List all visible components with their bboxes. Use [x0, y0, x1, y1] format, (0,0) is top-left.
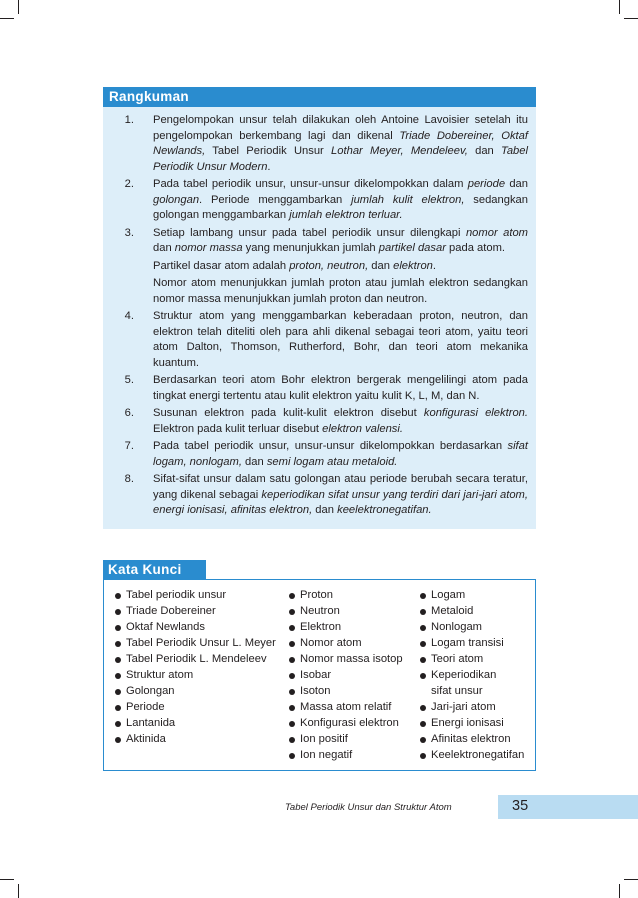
rangkuman-item — [118, 113, 528, 175]
italic-term: periode — [467, 178, 506, 190]
bullet-icon — [289, 721, 295, 727]
bullet-icon — [420, 721, 426, 727]
keyword-item — [420, 699, 524, 715]
crop-mark-bottom-left-h — [0, 879, 14, 880]
keyword-text: Tabel Periodik Unsur L. Meyer — [126, 637, 276, 649]
italic-term: Triade Dobereiner, Oktaf Newlands, — [153, 129, 528, 157]
bullet-icon — [115, 657, 121, 663]
rangkuman-item-text — [153, 472, 528, 519]
keyword-item — [420, 731, 524, 747]
bullet-icon — [115, 625, 121, 631]
keyword-item — [289, 683, 403, 699]
text-segment: Pada tabel periodik unsur, unsur-unsur dikelompokkan dalam — [153, 178, 468, 190]
rangkuman-item-text — [153, 406, 528, 437]
keyword-text: Isobar — [300, 669, 332, 681]
text-segment: yang menunjukkan jumlah — [242, 242, 379, 254]
bullet-icon — [289, 625, 295, 631]
bullet-icon — [115, 737, 121, 743]
bullet-icon — [420, 609, 426, 615]
rangkuman-item-text — [153, 439, 528, 470]
keyword-item — [420, 619, 524, 635]
keyword-item — [115, 699, 276, 715]
keyword-text: Ion positif — [300, 733, 348, 745]
kata-kunci-column-1 — [115, 587, 276, 747]
text-segment: dan — [467, 145, 502, 157]
keyword-text: Elektron — [300, 621, 342, 633]
bullet-icon — [420, 593, 426, 599]
text-segment: . — [267, 160, 271, 173]
kata-kunci-title: Kata Kunci — [108, 562, 182, 577]
bullet-icon — [115, 641, 121, 647]
bullet-icon — [289, 753, 295, 759]
keyword-text: Afinitas elektron — [431, 733, 511, 745]
kata-kunci-column-3 — [420, 587, 524, 763]
rangkuman-item-text — [153, 373, 528, 404]
text-segment: Elektron pada kulit terluar disebut — [153, 422, 323, 435]
text-segment: Berdasarkan teori atom Bohr elektron bergerak mengelilingi atom pada tingkat energi tertentu atau kulit elektron yaitu kulit K, L, M, dan N. — [153, 374, 528, 402]
text-segment: . — [432, 259, 437, 272]
rangkuman-item — [118, 309, 528, 371]
running-title: Tabel Periodik Unsur dan Struktur Atom — [285, 802, 452, 813]
bullet-icon — [420, 753, 426, 759]
keyword-item — [115, 651, 276, 667]
bullet-icon — [289, 609, 295, 615]
italic-term: proton, neutron, — [289, 259, 369, 272]
crop-mark-bottom-right-h — [624, 879, 638, 880]
keyword-item — [115, 731, 276, 747]
keyword-item — [115, 683, 276, 699]
italic-term: golongan — [153, 193, 200, 206]
bullet-icon — [289, 689, 295, 695]
keyword-item — [115, 715, 276, 731]
rangkuman-header — [103, 87, 536, 107]
crop-mark-top-right-v — [619, 0, 620, 14]
italic-term: Lothar Meyer, Mendeleev, — [331, 145, 468, 157]
bullet-icon — [115, 673, 121, 679]
italic-term: semi logam atau metaloid. — [266, 455, 398, 468]
keyword-item — [289, 587, 403, 603]
keyword-text: Nomor massa isotop — [300, 653, 403, 665]
italic-term: elektron — [393, 259, 433, 272]
keyword-item — [420, 747, 524, 763]
bullet-icon — [289, 657, 295, 663]
rangkuman-item — [118, 373, 528, 404]
keyword-text: Proton — [300, 589, 333, 601]
keyword-item — [289, 667, 403, 683]
bullet-icon — [289, 641, 295, 647]
italic-term: Tabel Periodik Unsur Modern — [153, 145, 528, 173]
keyword-text: Konfigurasi elektron — [300, 717, 399, 729]
text-segment: sedangkan golongan menggambarkan — [153, 193, 528, 221]
text-segment: dan — [153, 242, 175, 254]
keyword-text: Aktinida — [126, 733, 166, 745]
keyword-text: Golongan — [126, 685, 175, 697]
text-segment: dan — [505, 178, 528, 190]
keyword-item — [420, 651, 524, 667]
keyword-item — [115, 635, 276, 651]
text-segment: pada atom. — [445, 242, 506, 254]
rangkuman-item — [118, 406, 528, 437]
rangkuman-item-text — [153, 177, 528, 224]
keyword-item — [289, 635, 403, 651]
text-segment: Setiap lambang unsur pada tabel periodik unsur dilengkapi — [153, 226, 466, 239]
rangkuman-item — [118, 439, 528, 470]
kata-kunci-box — [103, 579, 536, 771]
rangkuman-item-number: 4. — [124, 310, 134, 322]
bullet-icon — [289, 593, 295, 599]
bullet-icon — [289, 737, 295, 743]
crop-mark-top-left-v — [18, 0, 19, 14]
keyword-text: Oktaf Newlands — [126, 621, 205, 633]
keyword-text: Jari-jari atom — [431, 701, 496, 713]
bullet-icon — [115, 593, 121, 599]
kata-kunci-column-2 — [289, 587, 403, 763]
italic-term: keperiodikan sifat unsur yang terdiri dari jari-jari atom, energi ionisasi, afinitas elektron, — [153, 488, 528, 516]
keyword-text: Tabel Periodik L. Mendeleev — [126, 653, 267, 665]
italic-term: konfigurasi elektron. — [423, 407, 528, 419]
italic-term: jumlah elektron terluar. — [289, 209, 403, 221]
rangkuman-box — [103, 107, 536, 529]
italic-term: keelektronegatifan. — [337, 504, 432, 516]
bullet-icon — [115, 689, 121, 695]
text-segment: Sifat-sifat unsur dalam satu golongan atau periode berubah secara teratur, yang dikenal sebagai — [153, 473, 528, 501]
keyword-item — [420, 635, 524, 651]
keyword-text: Energi ionisasi — [431, 717, 504, 729]
bullet-icon — [289, 673, 295, 679]
rangkuman-item-text — [153, 309, 528, 371]
rangkuman-item — [118, 472, 528, 519]
keyword-item — [289, 747, 403, 763]
crop-mark-bottom-left-v — [18, 884, 19, 898]
keyword-item — [289, 619, 403, 635]
keyword-item — [115, 587, 276, 603]
bullet-icon — [420, 657, 426, 663]
keyword-item — [115, 619, 276, 635]
keyword-item — [420, 715, 524, 731]
bullet-icon — [420, 673, 426, 679]
keyword-item — [420, 667, 524, 683]
rangkuman-item-number: 3. — [124, 226, 134, 239]
bullet-icon — [115, 609, 121, 615]
keyword-continuation: sifat unsur — [431, 685, 483, 697]
kata-kunci-header — [103, 560, 206, 580]
bullet-icon — [420, 737, 426, 743]
rangkuman-item-number: 2. — [124, 178, 134, 190]
keyword-text: Teori atom — [431, 653, 484, 665]
bullet-icon — [420, 625, 426, 631]
rangkuman-item-number: 5. — [124, 374, 134, 386]
rangkuman-item-number: 7. — [124, 440, 134, 452]
keyword-text: Periode — [126, 701, 165, 713]
rangkuman-item-number: 8. — [124, 473, 134, 485]
keyword-text: Triade Dobereiner — [126, 605, 216, 617]
keyword-text: Keelektronegatifan — [431, 749, 525, 761]
rangkuman-item-number: 1. — [124, 114, 134, 126]
text-segment: dan — [368, 259, 394, 272]
crop-mark-bottom-right-v — [619, 884, 620, 898]
keyword-item — [115, 667, 276, 683]
keyword-text: Logam transisi — [431, 637, 504, 649]
keyword-item — [289, 715, 403, 731]
keyword-text: Keperiodikan — [431, 669, 497, 681]
keyword-text: Metaloid — [431, 605, 474, 617]
crop-mark-top-right-h — [624, 18, 638, 19]
bullet-icon — [289, 705, 295, 711]
italic-term: partikel dasar — [378, 242, 446, 254]
crop-mark-top-left-h — [0, 18, 14, 19]
keyword-text: Neutron — [300, 605, 340, 617]
keyword-item — [289, 651, 403, 667]
keyword-item — [420, 587, 524, 603]
bullet-icon — [420, 641, 426, 647]
keyword-item — [115, 603, 276, 619]
keyword-item — [420, 603, 524, 619]
text-segment: Nomor atom menunjukkan jumlah proton atau jumlah elektron sedangkan nomor massa menunjukkan jumlah proton dan neutron. — [153, 277, 528, 305]
keyword-text: Lantanida — [126, 717, 176, 729]
rangkuman-list — [118, 113, 528, 519]
bullet-icon — [115, 721, 121, 727]
text-segment: . Periode menggambarkan — [199, 193, 352, 206]
text-segment: Pengelompokan unsur telah dilakukan oleh Antoine Lavoisier setelah itu pengelompokan berkembang lagi dan dikenal — [153, 114, 528, 142]
text-segment: Susunan elektron pada kulit-kulit elektron disebut — [153, 407, 424, 419]
keyword-item — [289, 699, 403, 715]
keyword-text: Isoton — [300, 685, 331, 697]
italic-term: sifat logam, nonlogam, — [153, 440, 528, 468]
text-segment: dan — [312, 504, 338, 516]
text-segment: Partikel dasar atom adalah — [153, 259, 290, 272]
keyword-item — [289, 603, 403, 619]
italic-term: nomor massa — [174, 242, 243, 254]
keyword-text: Nomor atom — [300, 637, 362, 649]
text-segment: Struktur atom yang menggambarkan keberadaan proton, neutron, dan elektron telah diteliti oleh para ahli dikenal sebagai teori atom, yaitu teori atom Dalton, Thomson, Rutherford, Bohr, dan teori atom mekanika kuantum. — [153, 310, 528, 369]
text-segment: dan — [241, 455, 267, 468]
keyword-text: Nonlogam — [431, 621, 482, 633]
bullet-icon — [420, 705, 426, 711]
rangkuman-title: Rangkuman — [109, 89, 189, 104]
text-segment: Tabel Periodik Unsur — [205, 145, 332, 157]
page-number-tab — [498, 795, 638, 819]
keyword-text: Struktur atom — [126, 669, 194, 681]
keyword-text: Tabel periodik unsur — [126, 589, 227, 601]
italic-term: nomor atom — [465, 226, 528, 239]
text-segment: Pada tabel periodik unsur, unsur-unsur dikelompokkan berdasarkan — [153, 440, 508, 452]
rangkuman-item-text — [153, 226, 528, 308]
keyword-item — [289, 731, 403, 747]
keyword-text: Logam — [431, 589, 466, 601]
rangkuman-item-number: 6. — [124, 407, 134, 419]
keyword-text: Ion negatif — [300, 749, 353, 761]
italic-term: elektron valensi. — [322, 422, 403, 435]
bullet-icon — [115, 705, 121, 711]
rangkuman-item — [118, 226, 528, 308]
rangkuman-item-text — [153, 113, 528, 175]
keyword-text: Massa atom relatif — [300, 701, 392, 713]
italic-term: jumlah kulit elektron, — [351, 193, 465, 206]
rangkuman-item — [118, 177, 528, 224]
page-number: 35 — [512, 798, 529, 814]
